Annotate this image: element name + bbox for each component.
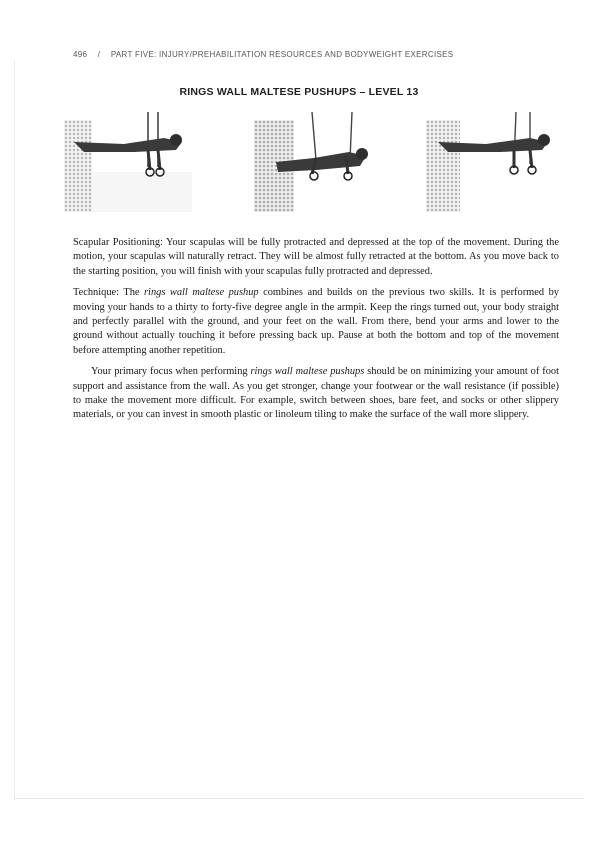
body-text [73,236,559,430]
scapular-positioning-paragraph [73,236,559,279]
technique-text: combines and builds on the previous two skills. It is performed by moving your hands to a thirty to forty-five degree angle in the armpit. Keep the rings turned out, your body straight and perfectly parallel with the ground, and your feet on the wall. From there, bend your arms and lower to the ground without actually touching it before pressing back up. Pause at both the bottom and top of the movement before attempting another repetition. [73,287,559,356]
scapular-lead: Scapular Positioning: [73,237,166,248]
page-bottom-edge [14,798,584,799]
technique-lead: Technique: The [73,287,145,299]
focus-paragraph [73,365,559,423]
focus-exercise-name: rings wall maltese pushups [250,366,365,378]
running-head [73,50,453,59]
technique-paragraph [73,286,559,358]
focus-text: should be on minimizing your amount of foot support and assistance from the wall. As you get stronger, change your footwear or the wall resistance (if possible) to make the movement more difficult. For example, switch between shoes, bare feet, and socks or other slippery materials, or you can invest in smooth plastic or linoleum tiling to make the surface of the wall more slippery. [73,366,559,421]
exercise-photos [64,112,574,212]
header-separator: / [97,50,101,59]
page-edge [14,60,15,800]
page-number: 496 [73,50,88,59]
photo-return [426,112,566,212]
section-title: PART FIVE: INJURY/PREHABILITATION RESOURCES AND BODYWEIGHT EXERCISES [110,50,454,59]
photo-lowered [254,112,374,212]
scapular-text: Your scapulas will be fully protracted and depressed at the top of the movement. During the motion, your scapulas will naturally retract. They will be almost fully retracted at the bottom. As you move back to the starting position, you will finish with your scapulas fully protracted and depressed. [73,237,559,277]
focus-lead: Your primary focus when performing [91,366,251,378]
photo-start [64,112,199,212]
exercise-title: RINGS WALL MALTESE PUSHUPS – LEVEL 13 [179,86,419,98]
technique-exercise-name: rings wall maltese pushup [144,287,259,299]
